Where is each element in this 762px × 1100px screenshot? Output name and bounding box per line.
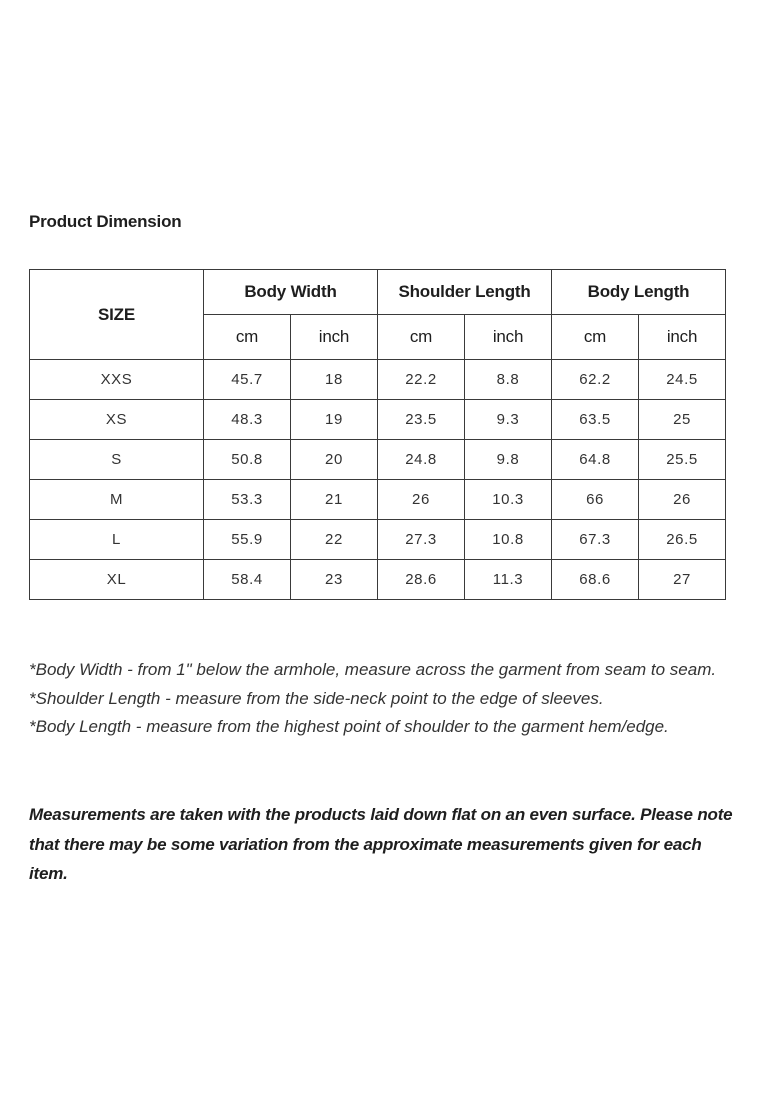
table-row: [30, 400, 726, 440]
unit-header: inch: [465, 315, 552, 360]
table-row: [30, 480, 726, 520]
note-body-width: *Body Width - from 1" below the armhole, measure across the garment from seam to seam.: [29, 660, 717, 679]
value-cell: 45.7: [204, 360, 291, 400]
table-header-row: [30, 270, 726, 315]
note-shoulder-length: *Shoulder Length - measure from the side-neck point to the edge of sleeves.: [29, 688, 604, 708]
unit-header: inch: [291, 315, 378, 360]
table-row: [30, 440, 726, 480]
note-body-length: *Body Length - measure from the highest point of shoulder to the garment hem/edge.: [29, 717, 669, 736]
value-cell: 48.3: [204, 400, 291, 440]
value-cell: 25: [639, 400, 726, 440]
size-cell: XS: [30, 400, 204, 440]
size-cell: XL: [30, 560, 204, 600]
value-cell: 22.2: [378, 360, 465, 400]
table-row: [30, 560, 726, 600]
value-cell: 21: [291, 480, 378, 520]
size-cell: L: [30, 520, 204, 560]
table-body: [30, 360, 726, 600]
value-cell: 9.8: [465, 440, 552, 480]
value-cell: 23.5: [378, 400, 465, 440]
value-cell: 62.2: [552, 360, 639, 400]
value-cell: 23: [291, 560, 378, 600]
size-chart-table: [29, 269, 726, 600]
value-cell: 22: [291, 520, 378, 560]
value-cell: 64.8: [552, 440, 639, 480]
table-row: [30, 360, 726, 400]
value-cell: 50.8: [204, 440, 291, 480]
value-cell: 24.5: [639, 360, 726, 400]
body-width-header: Body Width: [204, 270, 378, 315]
value-cell: 63.5: [552, 400, 639, 440]
unit-header: cm: [552, 315, 639, 360]
value-cell: 68.6: [552, 560, 639, 600]
unit-header: inch: [639, 315, 726, 360]
value-cell: 28.6: [378, 560, 465, 600]
value-cell: 19: [291, 400, 378, 440]
value-cell: 18: [291, 360, 378, 400]
value-cell: 10.3: [465, 480, 552, 520]
size-cell: M: [30, 480, 204, 520]
value-cell: 25.5: [639, 440, 726, 480]
value-cell: 26: [639, 480, 726, 520]
body-length-header: Body Length: [552, 270, 726, 315]
size-column-header: SIZE: [30, 270, 204, 360]
value-cell: 27.3: [378, 520, 465, 560]
size-cell: XXS: [30, 360, 204, 400]
value-cell: 9.3: [465, 400, 552, 440]
measurement-notes: [29, 656, 729, 742]
page-title: Product Dimension: [29, 212, 182, 231]
value-cell: 8.8: [465, 360, 552, 400]
value-cell: 58.4: [204, 560, 291, 600]
value-cell: 11.3: [465, 560, 552, 600]
value-cell: 27: [639, 560, 726, 600]
unit-header: cm: [378, 315, 465, 360]
table-row: [30, 520, 726, 560]
value-cell: 66: [552, 480, 639, 520]
value-cell: 55.9: [204, 520, 291, 560]
size-cell: S: [30, 440, 204, 480]
value-cell: 53.3: [204, 480, 291, 520]
unit-header: cm: [204, 315, 291, 360]
shoulder-length-header: Shoulder Length: [378, 270, 552, 315]
value-cell: 26.5: [639, 520, 726, 560]
value-cell: 67.3: [552, 520, 639, 560]
value-cell: 26: [378, 480, 465, 520]
value-cell: 24.8: [378, 440, 465, 480]
value-cell: 10.8: [465, 520, 552, 560]
value-cell: 20: [291, 440, 378, 480]
measurement-disclaimer: Measurements are taken with the products laid down flat on an even surface. Please note that there may be some variation from the approximate measurements given for each item.: [29, 805, 733, 883]
